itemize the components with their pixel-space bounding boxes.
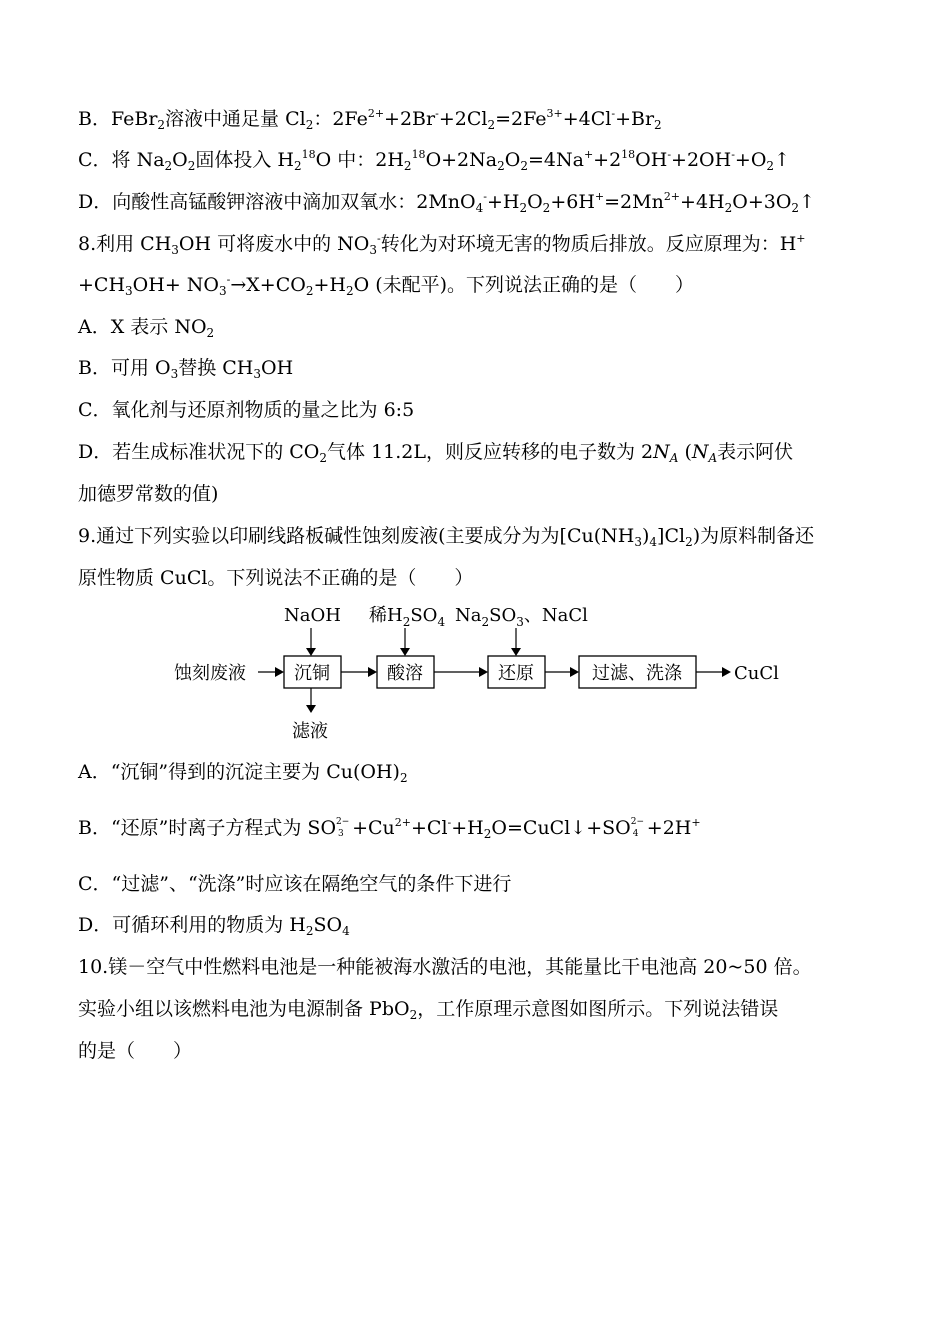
- q10-stem-line2: 实验小组以该燃料电池为电源制备 PbO$_2$，工作原理示意图如图所示。下列说法错误: [78, 998, 779, 1022]
- q9-stem-line1: 9.通过下列实验以印刷线路板碱性蚀刻废液(主要成分为为$[Cu(NH_3)_4]Cl_2$)为原料制备还: [78, 525, 815, 549]
- flow-arrow-end: [696, 667, 731, 677]
- q8-option-d-line1: D．若生成标准状况下的 $CO_2$气体 11.2L，则反应转移的电子数为 $2N_A$ ($N_A$表示阿伏: [78, 441, 794, 465]
- q7-option-d: D．向酸性高锰酸钾溶液中滴加双氧水：$2MnO_4^-+H_2O_2+6H^+=2Mn^{2+}+4H_2O+3O_2↑$: [78, 190, 815, 215]
- q9-stem-line2: 原性物质 CuCl。下列说法不正确的是（ ）: [78, 567, 474, 589]
- flow-arrow-start: [258, 667, 284, 677]
- flow-end-label: CuCl: [734, 663, 779, 684]
- flow-arrow-na2so3: [511, 628, 521, 656]
- flow-reagent-na2so3-nacl: $Na_2SO_3$、NaCl: [455, 605, 588, 629]
- q9-option-a: A．“沉铜”得到的沉淀主要为 $Cu(OH)_2$: [78, 761, 408, 785]
- q10-stem-line1: 10.镁－空气中性燃料电池是一种能被海水激活的电池，其能量比干电池高 20~50 倍。: [78, 956, 812, 978]
- flow-arrow-output: [306, 688, 316, 713]
- flow-arrow-1-2: [341, 667, 377, 677]
- flow-box-huanyuan-label: 还原: [498, 663, 534, 684]
- flow-box-filter-wash-label: 过滤、洗涤: [592, 663, 682, 684]
- sulfite-charge: 2− 3: [336, 817, 350, 839]
- q9-option-b: B．“还原”时离子方程式为 SO 2− 3 $+Cu^{2+}+Cl^-+H_2O=CuCl↓+SO$ 2− 4 +2H+: [78, 816, 701, 841]
- flow-arrow-naoh: [306, 628, 316, 656]
- q8-option-c: C．氧化剂与还原剂物质的量之比为 6:5: [78, 399, 415, 421]
- q7-option-c: C．将 $Na_2O_2$固体投入 $H_2^{18}O$ 中：$2H_2^{18}O+2Na_2O_2=4Na^++2^{18}OH^-+2OH^-+O_2↑$: [78, 148, 790, 173]
- q9-option-d: D．可循环利用的物质为 $H_2SO_4$: [78, 914, 350, 938]
- flow-box-chentong-label: 沉铜: [294, 663, 330, 684]
- q8-option-b: B．可用 $O_3$替换 $CH_3OH$: [78, 357, 294, 381]
- q8-option-a: A．X 表示 $NO_2$: [78, 316, 215, 340]
- flow-arrow-2-3: [434, 667, 488, 677]
- q7-option-b: B．FeBr$_2$溶液中通足量 $Cl_2$：$2Fe^{2+}+2Br^-+2Cl_2=2Fe^{3+}+4Cl^-+Br_2$: [78, 107, 662, 132]
- flow-reagent-h2so4: 稀$H_2SO_4$: [369, 605, 446, 629]
- q8-option-d-line2: 加德罗常数的值): [78, 483, 219, 505]
- q9-option-c: C．“过滤”、“洗涤”时应该在隔绝空气的条件下进行: [78, 873, 512, 895]
- q8-stem-line2: $+CH_3OH+ NO_3^-\to X+CO_2+H_2O$ (未配平)。下列说法正确的是（ ）: [78, 273, 695, 298]
- flow-arrow-3-4: [545, 667, 579, 677]
- flow-output-filtrate: 滤液: [292, 721, 328, 742]
- q8-stem-line1: 8.利用 $CH_3OH$ 可将废水中的 $NO_3^-$转化为对环境无害的物质后排放。反应原理为：H+: [78, 232, 806, 257]
- q10-stem-line3: 的是（ ）: [78, 1040, 193, 1062]
- flow-arrow-h2so4: [400, 628, 410, 656]
- flow-start-label: 蚀刻废液: [174, 663, 246, 684]
- flow-box-suanrong-label: 酸溶: [387, 663, 423, 684]
- flow-reagent-naoh: NaOH: [284, 605, 341, 626]
- sulfate-charge: 2− 4: [630, 817, 645, 839]
